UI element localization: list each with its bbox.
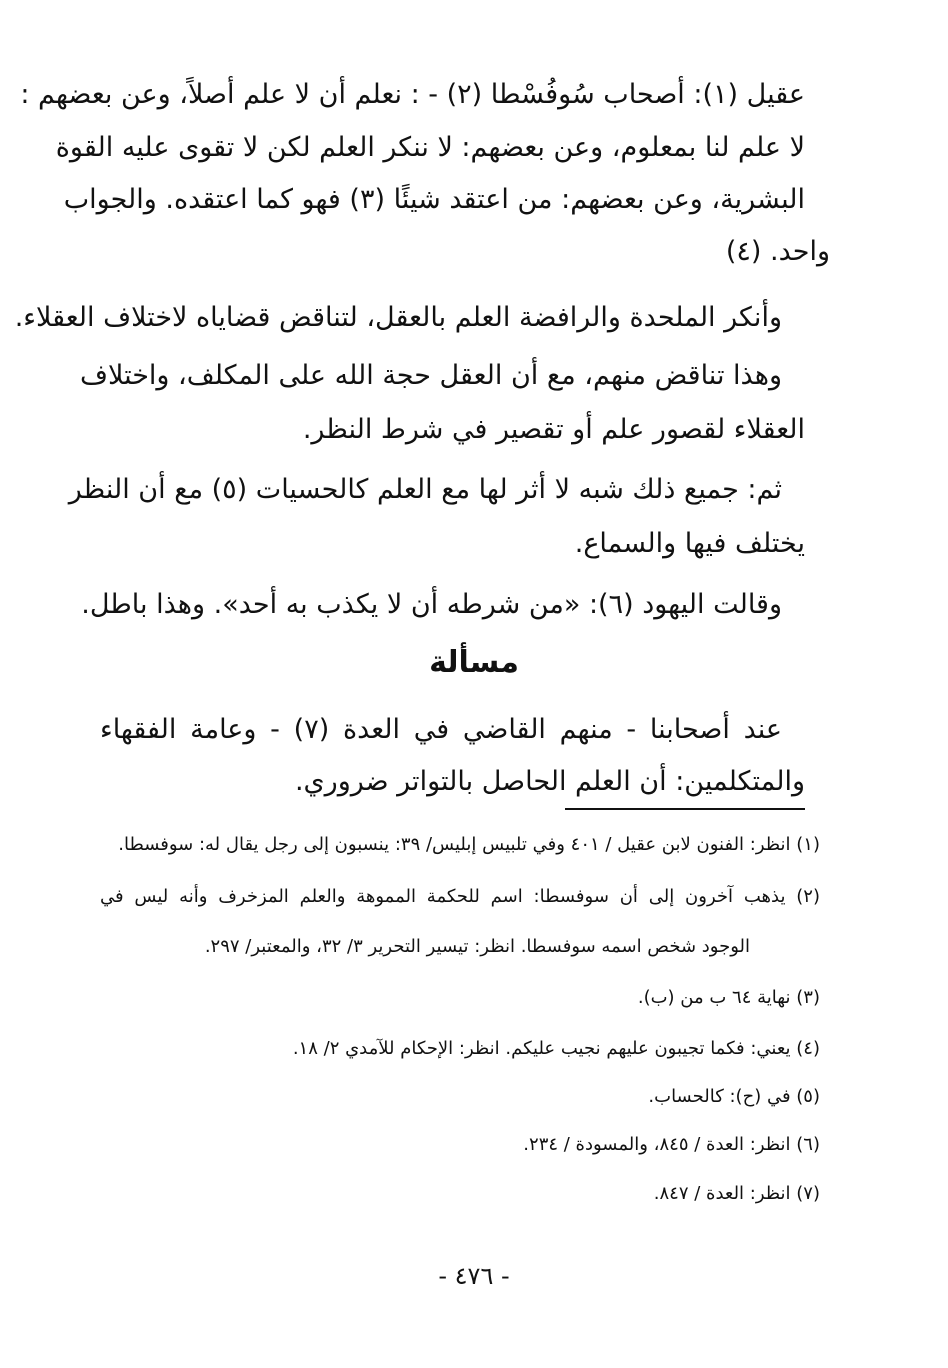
- main-text-line: وقالت اليهود (٦): «من شرطه أن لا يكذب به أحد». وهذا باطل.: [81, 589, 782, 620]
- section-heading: مسألة: [429, 645, 519, 680]
- footnote-line: (٢) يذهب آخرون إلى أن سوفسطا: اسم للحكمة المموهة والعلم المزخرف وأنه ليس في: [100, 886, 820, 907]
- footnote-line: الوجود شخص اسمه سوفسطا. انظر: تيسير التحرير ٣/ ٣٢، والمعتبر/ ٢٩٧.: [204, 936, 750, 957]
- main-text-line: البشرية، وعن بعضهم: من اعتقد شيئًا (٣) فهو كما اعتقده. والجواب: [63, 184, 805, 215]
- main-text-line: العقلاء لقصور علم أو تقصير في شرط النظر.: [302, 414, 805, 445]
- section-text-line: والمتكلمين: أن العلم الحاصل بالتواتر ضروري.: [294, 766, 805, 797]
- page-number: - ٤٧٦ -: [438, 1262, 510, 1290]
- main-text-line: يختلف فيها والسماع.: [574, 528, 805, 559]
- main-text-line: واحد. (٤): [725, 236, 830, 267]
- footnote-line: (٦) انظر: العدة / ٨٤٥، والمسودة / ٢٣٤.: [523, 1134, 820, 1155]
- footnote-line: (١) انظر: الفنون لابن عقيل / ٤٠١ وفي تلبيس إبليس/ ٣٩: ينسبون إلى رجل يقال له: سوفسطا.: [118, 834, 820, 855]
- footnote-divider: [565, 808, 805, 810]
- footnote-line: (٥) في (ح): كالحساب.: [648, 1086, 820, 1107]
- main-text-line: ثم: جميع ذلك شبه لا أثر لها مع العلم كالحسيات (٥) مع أن النظر: [68, 474, 782, 505]
- section-text-line: عند أصحابنا - منهم القاضي في العدة (٧) - وعامة الفقهاء: [100, 714, 783, 745]
- main-text-line: وأنكر الملحدة والرافضة العلم بالعقل، لتناقض قضاياه لاختلاف العقلاء.: [14, 302, 782, 333]
- main-text-line: لا علم لنا بمعلوم، وعن بعضهم: لا ننكر العلم لكن لا تقوى عليه القوة: [55, 132, 805, 163]
- footnote-line: (٣) نهاية ٦٤ ب من (ب).: [637, 987, 820, 1008]
- footnote-line: (٤) يعني: فكما تجيبون عليهم نجيب عليكم. انظر: الإحكام للآمدي ٢/ ١٨.: [292, 1038, 820, 1059]
- footnote-line: (٧) انظر: العدة / ٨٤٧.: [653, 1183, 820, 1204]
- main-text-line: وهذا تناقض منهم، مع أن العقل حجة الله على المكلف، واختلاف: [79, 360, 782, 391]
- main-text-line: عقيل (١): أصحاب سُوفُسْطا (٢) - : نعلم أن لا علم أصلاً، وعن بعضهم :: [20, 79, 805, 110]
